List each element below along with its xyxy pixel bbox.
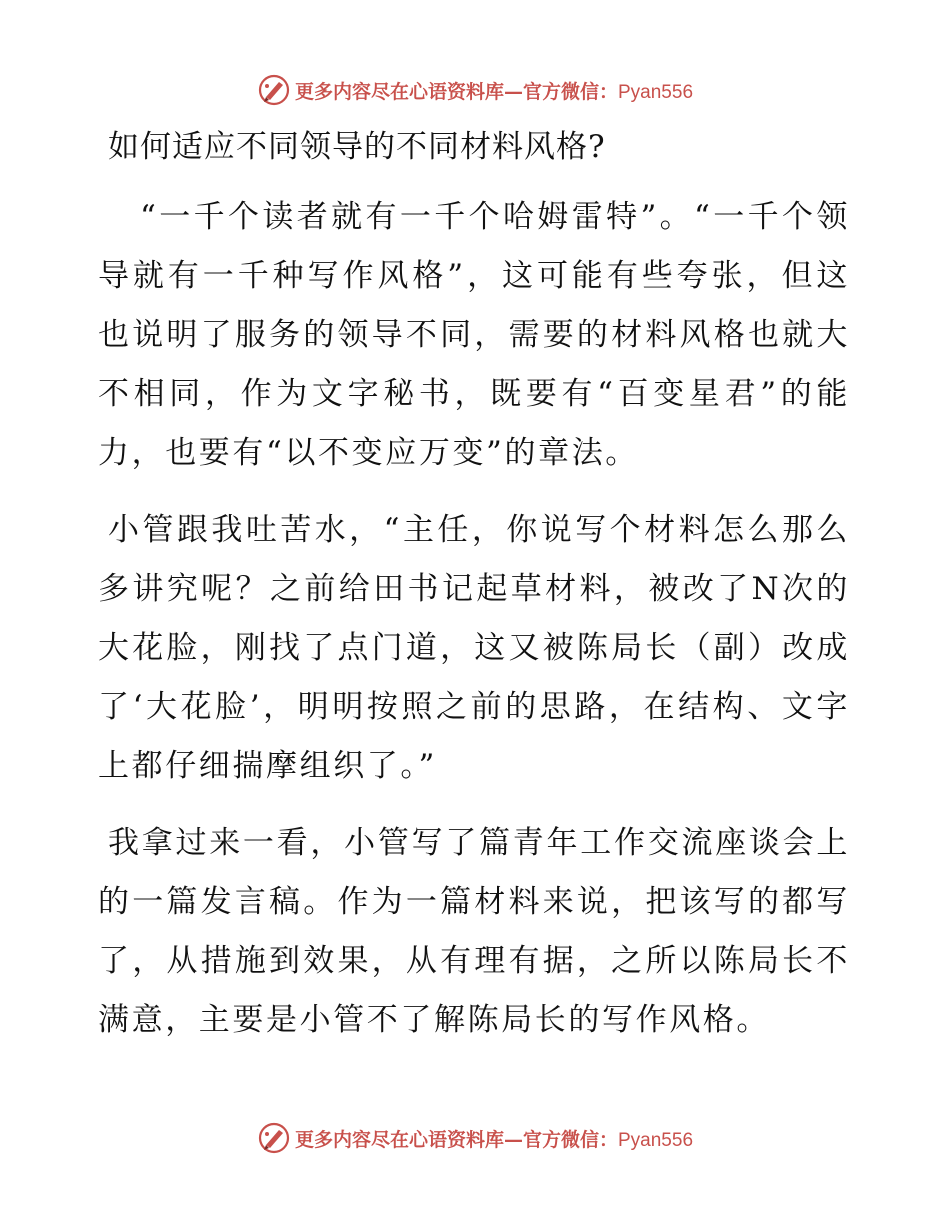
document-body [98,118,850,1068]
header-banner [0,70,950,110]
document-title: 如何适应不同领导的不同材料风格? [108,129,606,165]
footer-banner-wechat-id: Pyan556 [618,1129,694,1151]
pen-logo-icon [257,1121,291,1155]
footer-banner-text [295,1125,693,1152]
paragraph-3: 我拿过来一看，小管写了篇青年工作交流座谈会上的一篇发言稿。作为一篇材料来说，把该写的都写了，从措施到效果，从有理有据，之所以陈局长不满意，主要是小管不了解陈局长的写作风格。 [98,825,850,1038]
header-banner-cn: 更多内容尽在心语资料库—官方微信： [294,80,618,103]
header-banner-wechat-id: Pyan556 [618,81,694,103]
paragraph-2: 小管跟我吐苦水，“主任，你说写个材料怎么那么多讲究呢？之前给田书记起草材料，被改了N次的大花脸，刚找了点门道，这又被陈局长（副）改成了‘大花脸’，明明按照之前的思路，在结构、文字上都仔细揣摩组织了。” [98,512,850,784]
footer-banner [0,1118,950,1158]
header-banner-text [295,77,693,104]
footer-banner-cn: 更多内容尽在心语资料库—官方微信： [294,1128,618,1151]
paragraph-1: “一千个读者就有一千个哈姆雷特”。“一千个领导就有一千种写作风格”，这可能有些夸张，但这也说明了服务的领导不同，需要的材料风格也就大不相同，作为文字秘书，既要有“百变星君”的能力，也要有“以不变应万变”的章法。 [98,199,850,471]
pen-logo-icon [257,73,291,107]
